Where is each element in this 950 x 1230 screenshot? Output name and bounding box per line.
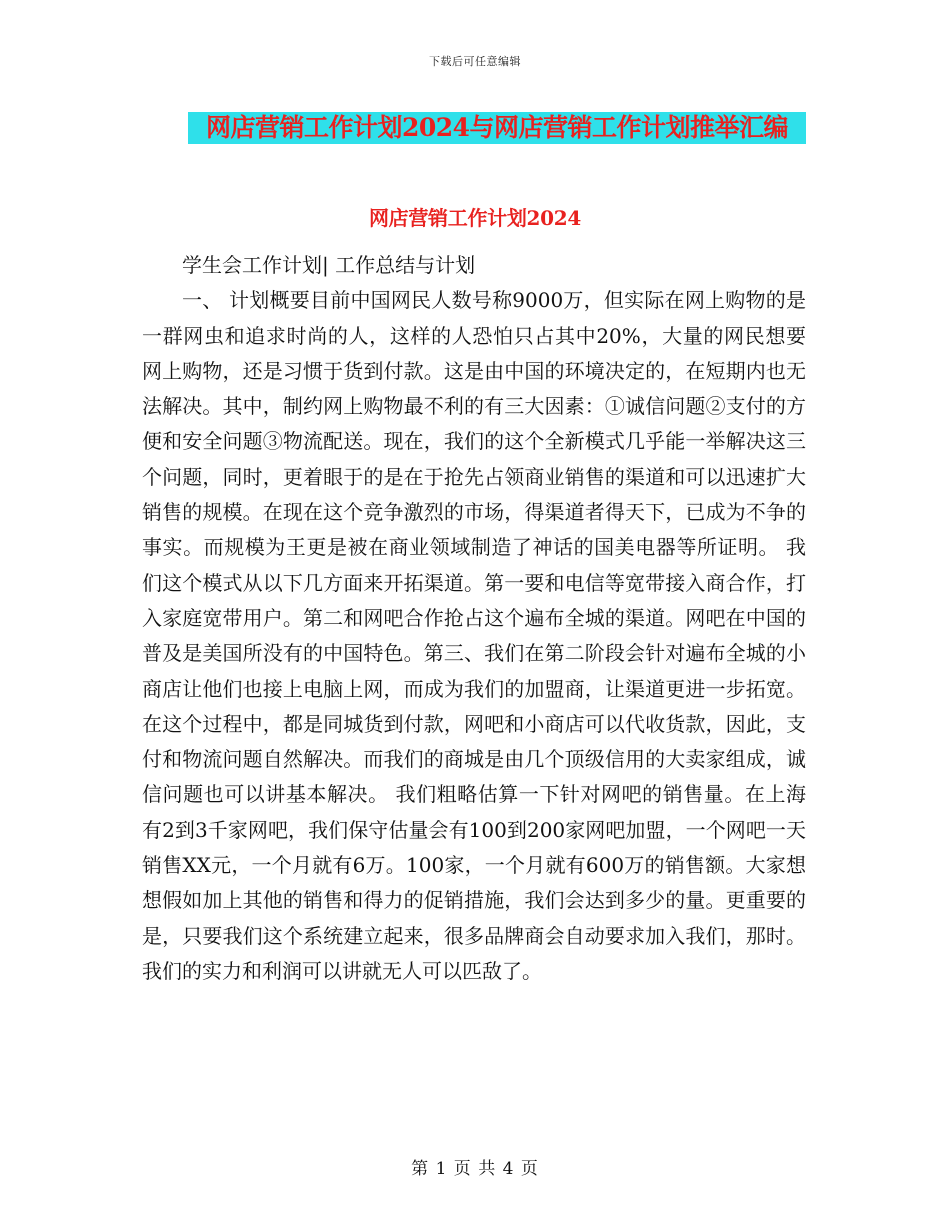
page-number-footer: 第 1 页 共 4 页 [411, 1159, 539, 1179]
paragraph: 一、 计划概要目前中国网民人数号称9000万，但实际在网上购物的是一群网虫和追求时尚的人，这样的人恐怕只占其中20%，大量的网民想要网上购物，还是习惯于货到付款。这是由中国的环境决定的，在短期内也无法解决。其中，制约网上购物最不利的有三大因素：①诚信问题②支付的方便和安全问题③物流配送。现在，我们的这个全新模式几乎能一举解决这三个问题，同时，更着眼于的是在于抢先占领商业销售的渠道和可以迅速扩大销售的规模。在现在这个竞争激烈的市场，得渠道者得天下，已成为不争的事实。而规模为王更是被在商业领域制造了神话的国美电器等所证明。 我们这个模式从以下几方面来开拓渠道。第一要和电信等宽带接入商合作，打入家庭宽带用户。第二和网吧合作抢占这个遍布全城的渠道。网吧在中国的普及是美国所没有的中国特色。第三、我们在第二阶段会针对遍布全城的小商店让他们也接上电脑上网，而成为我们的加盟商，让渠道更进一步拓宽。在这个过程中，都是同城货到付款，网吧和小商店可以代收货款，因此，支付和物流问题自然解决。而我们的商城是由几个顶级信用的大卖家组成，诚信问题也可以讲基本解决。 我们粗略估算一下针对网吧的销售量。在上海有2到3千家网吧，我们保守估量会有100到200家网吧加盟，一个网吧一天销售XX元，一个月就有6万。100家，一个月就有600万的销售额。大家想想假如加上其他的销售和得力的促销措施，我们会达到多少的量。更重要的是，只要我们这个系统建立起来，很多品牌商会自动要求加入我们，那时。我们的实力和利润可以讲就无人可以匹敌了。 [142, 288, 806, 983]
page-header-note: 下载后可任意编辑 [429, 55, 521, 68]
subtitle-line: 学生会工作计划| 工作总结与计划 [182, 253, 476, 277]
document-body [142, 248, 806, 989]
document-main-title: 网店营销工作计划2024与网店营销工作计划推举汇编 [188, 112, 806, 144]
section-title: 网店营销工作计划2024 [368, 206, 582, 230]
